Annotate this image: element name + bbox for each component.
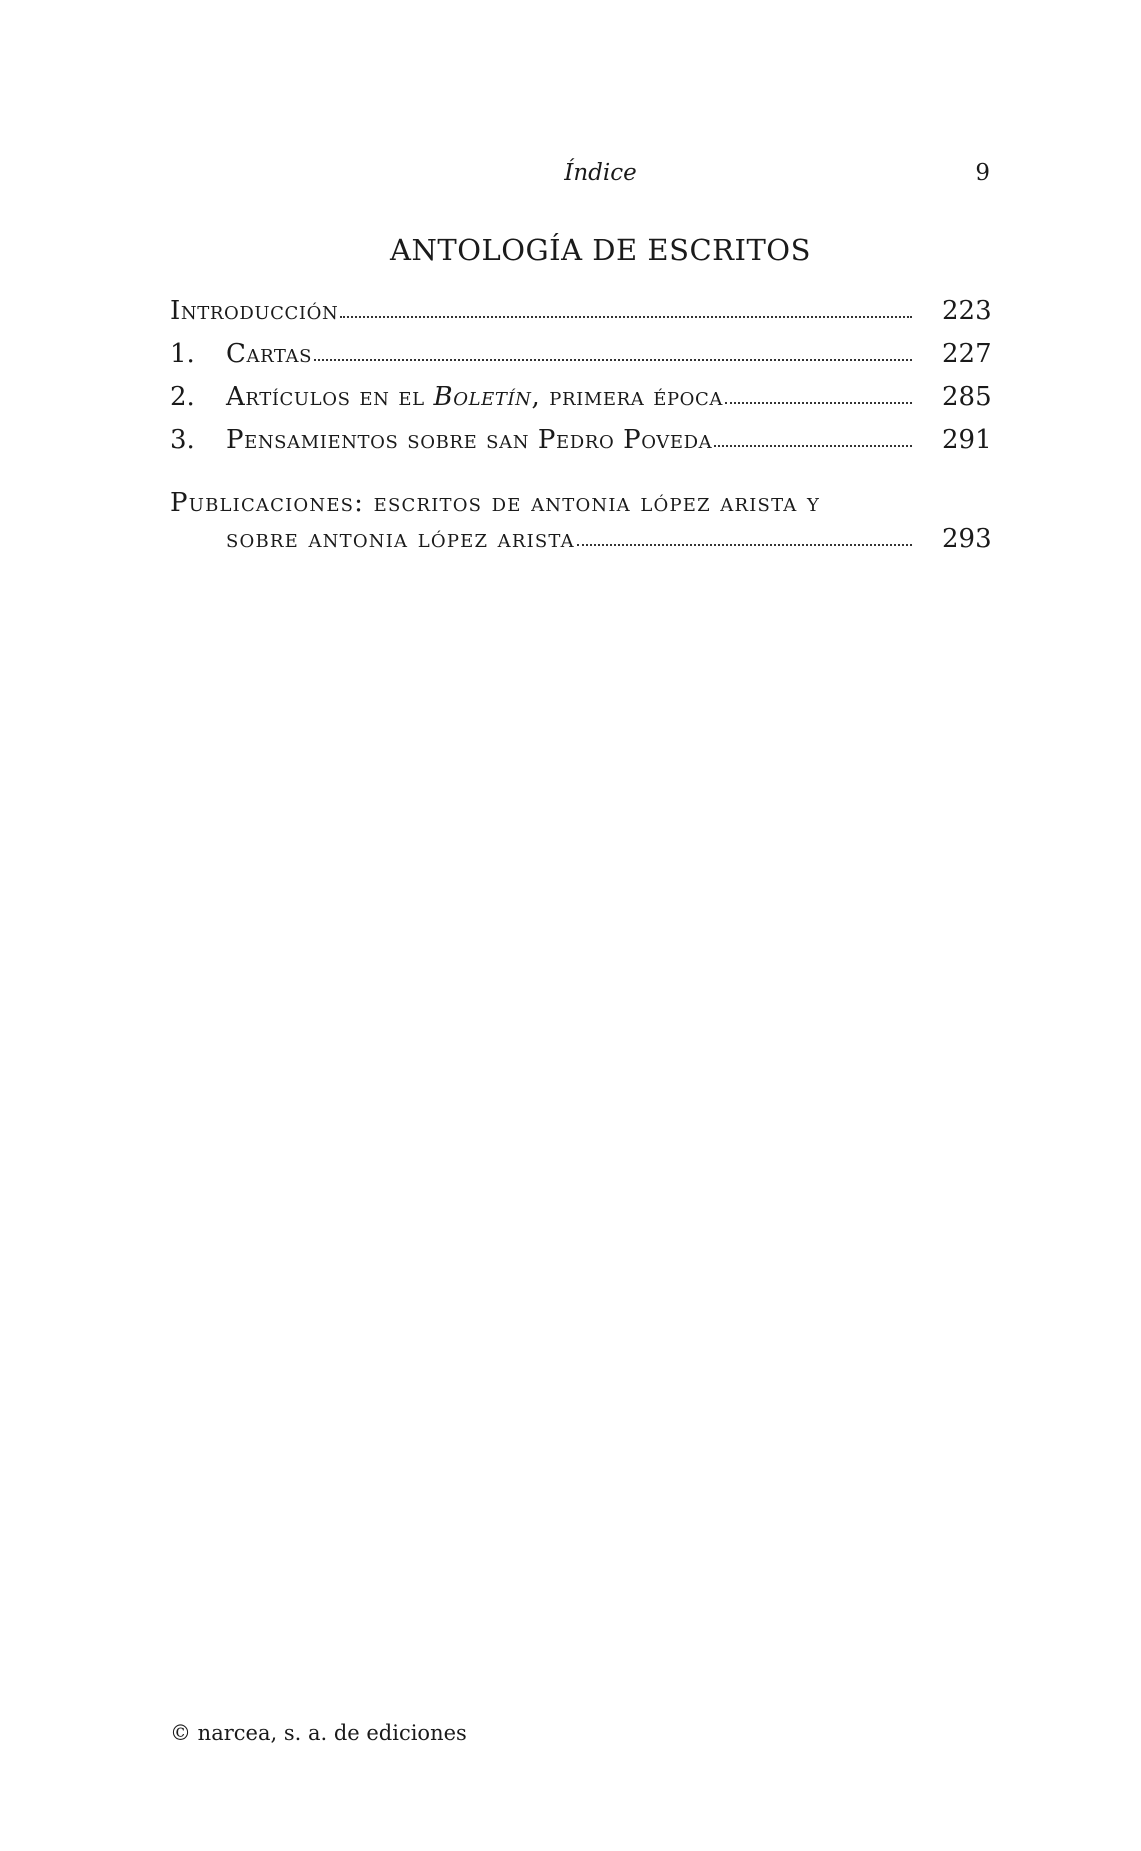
toc-entry-page: 291 (942, 425, 992, 455)
copyright-footer: © narcea, s. a. de ediciones (170, 1721, 467, 1745)
toc-title-part: Artículos en el (226, 382, 434, 412)
toc-title-part: , primera época (531, 382, 724, 412)
toc-entry-title-line2-row (170, 524, 990, 564)
dot-leader (340, 316, 912, 318)
dot-leader (714, 445, 912, 447)
dot-leader (725, 402, 912, 404)
toc-entry-page: 227 (942, 339, 992, 369)
toc-title-italic: Boletín (433, 382, 532, 412)
page-number: 9 (975, 160, 990, 186)
toc-entry-title: Pensamientos sobre san Pedro Poveda (226, 425, 713, 455)
dot-leader (314, 359, 912, 361)
toc-entry-title (226, 382, 723, 412)
toc-entry-title-line2: sobre antonia lópez arista (226, 524, 575, 554)
toc-entry-title: Introducción (170, 296, 339, 326)
running-head (0, 160, 1141, 192)
table-of-contents (170, 296, 990, 468)
toc-entry-articulos[interactable] (170, 382, 990, 425)
toc-entry-page: 293 (942, 524, 992, 554)
section-title: ANTOLOGÍA DE ESCRITOS (390, 233, 811, 267)
toc-entry-number: 3. (170, 425, 195, 455)
toc-entry-number: 1. (170, 339, 195, 369)
toc-entry-cartas[interactable] (170, 339, 990, 382)
toc-entry-page: 285 (942, 382, 992, 412)
running-title: Índice (564, 160, 637, 186)
toc-entry-number: 2. (170, 382, 195, 412)
toc-entry-pensamientos[interactable] (170, 425, 990, 468)
toc-entry-title: Cartas (226, 339, 313, 369)
dot-leader (577, 544, 912, 546)
toc-entry-publicaciones[interactable] (170, 488, 990, 564)
toc-entry-page: 223 (942, 296, 992, 326)
toc-entry-title-line1: Publicaciones: escritos de antonia lópez arista y (170, 488, 821, 518)
toc-entry-introduccion[interactable] (170, 296, 990, 339)
